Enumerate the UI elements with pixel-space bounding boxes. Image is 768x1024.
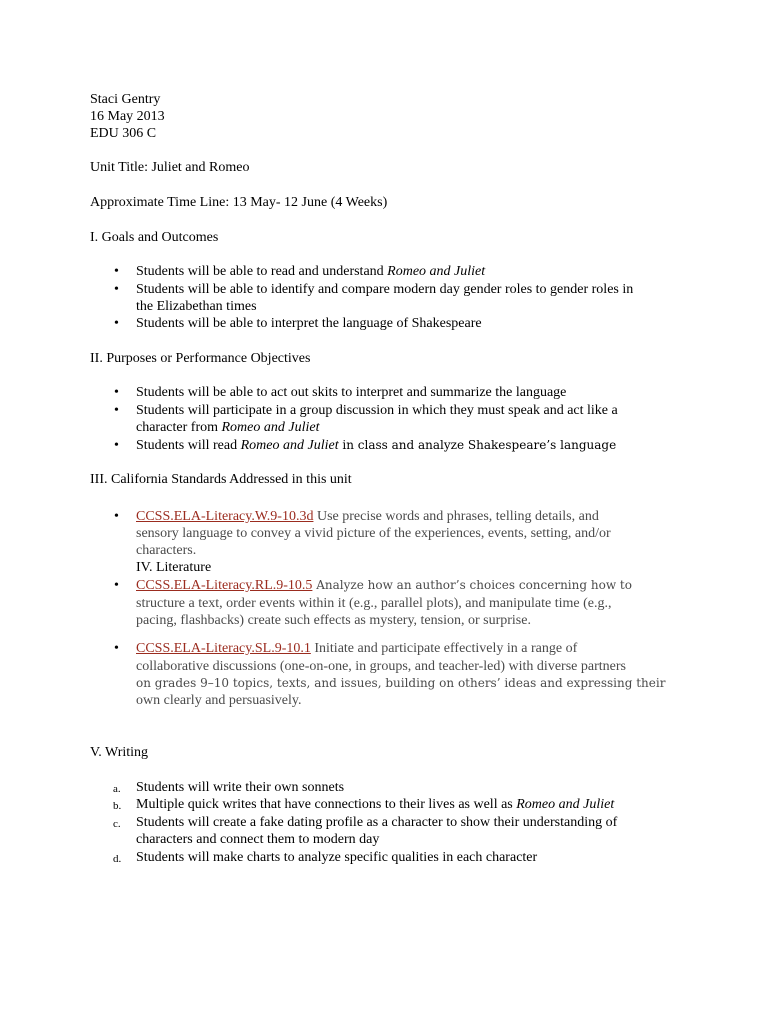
item-line [136,796,614,813]
bullet-marker: • [114,403,119,418]
bullet-marker: • [114,264,119,279]
standard-text [136,675,665,692]
subsection-heading: IV. Literature [136,560,212,575]
author-name: Staci Gentry [90,92,161,107]
standard-code-link[interactable]: CCSS.ELA-Literacy.W.9-10.3d [136,509,314,524]
item-line: Students will write their own sonnets [136,780,345,795]
bullet-marker: • [114,282,119,297]
standard-text: Use precise words and phrases, telling details, and [313,509,599,524]
item-line: the Elizabethan times [136,299,257,314]
section-heading: II. Purposes or Performance Objectives [90,351,311,366]
list-label: a. [113,783,121,795]
standard-text: collaborative discussions (one-on-one, in groups, and teacher-led) with diverse partners [136,659,626,674]
standard-code-link[interactable]: CCSS.ELA-Literacy.RL.9-10.5 [136,578,313,593]
standard-text: sensory language to convey a vivid picture of the experiences, events, setting, and/or [136,526,611,541]
unit-title: Unit Title: Juliet and Romeo [90,160,250,175]
work-title: Romeo and Juliet [516,797,615,812]
item-line: Students will be able to interpret the language of Shakespeare [136,316,482,331]
standard-text: structure a text, order events within it (e.g., parallel plots), and manipulate time (e.g., [136,596,612,611]
standard-code-link[interactable]: CCSS.ELA-Literacy.SL.9-10.1 [136,641,311,656]
item-text: Students will be able to read and understand [136,264,388,279]
item-line: characters and connect them to modern day [136,832,380,847]
list-label: b. [113,800,122,812]
section-heading: I. Goals and Outcomes [90,230,219,245]
work-title: Romeo and Juliet [240,438,339,453]
item-line [136,640,577,657]
item-line: Students will make charts to analyze specific qualities in each character [136,850,538,865]
item-line: Students will create a fake dating profile as a character to show their understanding of [136,815,618,830]
bullet-marker: • [114,578,119,593]
item-line [136,577,632,594]
work-title: Romeo and Juliet [387,264,486,279]
bullet-marker: • [114,385,119,400]
standard-text: Analyze how an author’s choices concerning how to [312,578,632,592]
standard-text: Initiate and participate effectively in a range of [310,641,578,656]
standard-text: pacing, flashbacks) create such effects as mystery, tension, or surprise. [136,613,531,628]
standard-text: own clearly and persuasively. [136,693,302,708]
item-text-suffix: in class and analyze Shakespeare’s language [338,438,617,452]
item-line [136,508,599,525]
item-line: Students will participate in a group discussion in which they must speak and act like a [136,403,618,418]
item-line [136,437,616,454]
item-text: character from [136,420,222,435]
item-line: Students will be able to identify and compare modern day gender roles to gender roles in [136,282,634,297]
section-heading: III. California Standards Addressed in this unit [90,472,352,487]
bullet-marker: • [114,641,119,656]
item-line: Students will be able to act out skits to interpret and summarize the language [136,385,567,400]
list-label: c. [113,818,121,830]
item-line [136,419,319,436]
item-text: Multiple quick writes that have connections to their lives as well as [136,797,517,812]
bullet-marker: • [114,509,119,524]
item-text: Students will read [136,438,241,453]
section-heading: V. Writing [90,745,149,760]
course-code: EDU 306 C [90,126,157,141]
standard-text: characters. [136,543,197,558]
bullet-marker: • [114,316,119,331]
list-label: d. [113,853,122,865]
standard-text-segment: on grades 9–10 topics, texts, and issues, building on others’ ideas and expressing their [136,676,666,690]
document-date: 16 May 2013 [90,109,165,124]
work-title: Romeo and Juliet [221,420,320,435]
bullet-marker: • [114,438,119,453]
item-line [136,263,485,280]
timeline: Approximate Time Line: 13 May- 12 June (4 Weeks) [90,195,388,210]
